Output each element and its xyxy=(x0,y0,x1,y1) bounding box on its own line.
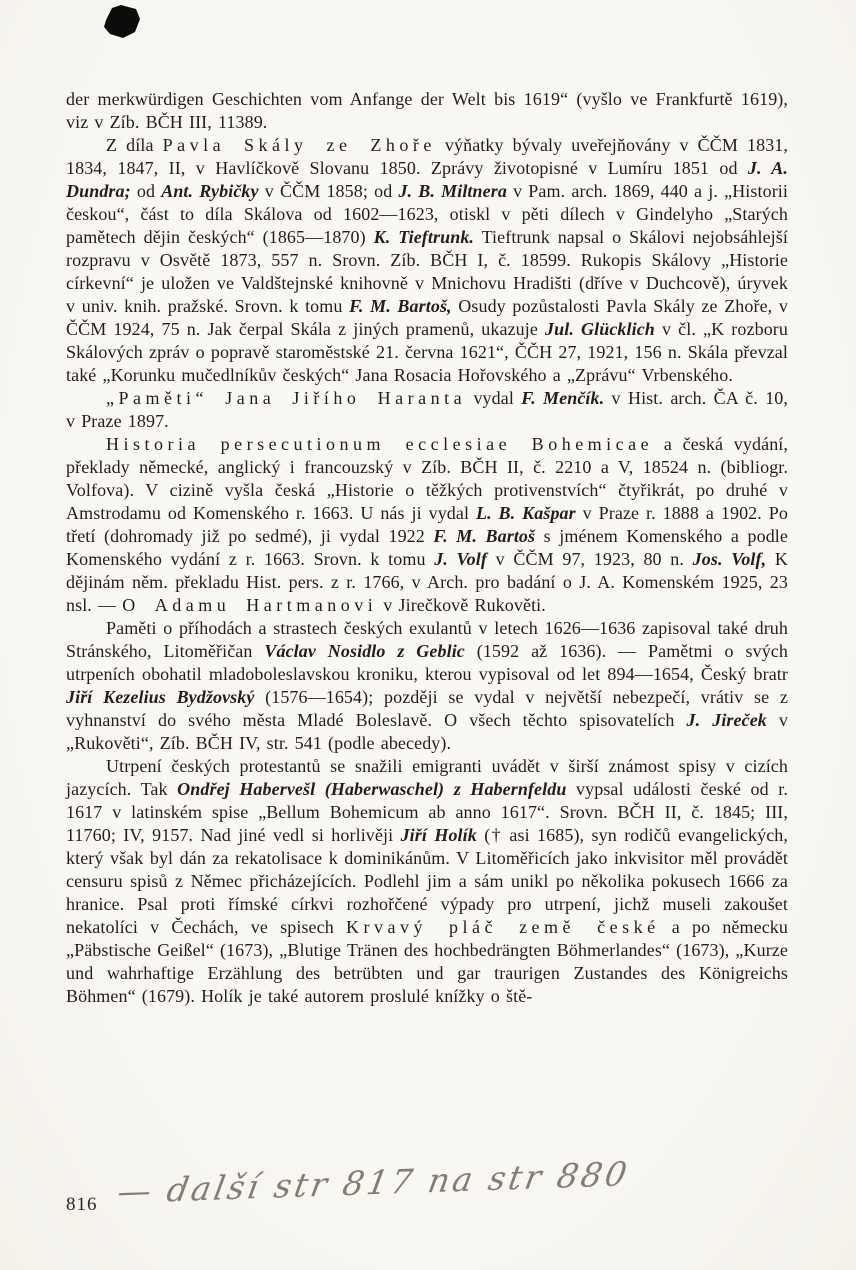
author-name: Jiří Kezelius Bydžovský xyxy=(66,687,255,707)
page-text-block xyxy=(66,88,788,1008)
body-text: der merkwürdigen Geschichten vom Anfange der Welt bis 1619“ (vyšlo ve Frankfurtě 1619), viz v Zíb. BČH III, 11389. xyxy=(66,89,788,132)
author-name: F. M. Bartoš xyxy=(433,526,536,546)
author-name: J. Jireček xyxy=(686,710,767,730)
author-name: F. M. Bartoš, xyxy=(349,296,452,316)
body-text: K dějinám něm. překladu Hist. pers. z r. 1766, v Arch. pro badání o J. A. Komenském 1925, 23 nsl. — xyxy=(66,549,788,615)
body-text: (1592 až 1636). — Pamětmi o svých utrpeních obohatil mladoboleslavskou kroniku, kterou vypisoval od let 894—1654, Český bratr xyxy=(66,641,788,684)
page-footer xyxy=(0,1154,856,1250)
body-text: a česká vydání, překlady německé, anglický i francouzský v Zíb. BČH II, č. 2210 a V, 18524 n. (bibliogr. Volfova). V cizině vyšla česká „Historie o těžkých protivenstvích“ čtyřikrát, po druhé v Amstrodamu od Komenského r. 1663. U nás ji vydal xyxy=(66,434,788,523)
body-text: v Jirečkově Rukověti. xyxy=(377,595,546,615)
body-text: v „Rukověti“, Zíb. BČH IV, str. 541 (podle abecedy). xyxy=(66,710,788,753)
paragraph xyxy=(66,134,788,387)
ink-stain xyxy=(103,5,141,39)
paragraph xyxy=(66,387,788,433)
author-name: K. Tieftrunk. xyxy=(373,227,475,247)
author-name: J. Volf xyxy=(434,549,487,569)
body-text: od xyxy=(130,181,162,201)
author-name: Ant. Rybičky xyxy=(161,181,259,201)
paragraph xyxy=(66,88,788,134)
author-name: F. Menčík. xyxy=(521,388,605,408)
page-number: 816 xyxy=(66,1194,98,1215)
author-name: L. B. Kašpar xyxy=(475,503,576,523)
body-text: Z díla xyxy=(106,135,163,155)
author-name: Jos. Volf, xyxy=(692,549,767,569)
emphasized-text: Historia persecutionum ecclesiae Bohemicae xyxy=(106,434,654,454)
body-text: výňatky bývaly uveřejňovány v ČČM 1831, 1834, 1847, II, v Havlíčkově Slovanu 1850. Zprávy životopisné v Lumíru 1851 od xyxy=(66,135,789,178)
emphasized-text: „Paměti“ Jana Jiřího Haranta xyxy=(106,388,467,408)
author-name: Jul. Glücklich xyxy=(545,319,655,339)
paragraph xyxy=(66,755,788,1008)
emphasized-text: Pavla Skály ze Zhoře xyxy=(162,135,436,155)
body-text: s jménem Komenského a podle Komenského vydání z r. 1663. Srovn. k tomu xyxy=(66,526,788,569)
body-text: († asi 1685), syn rodičů evangelických, který však byl dán za rekatolisace k dominikánům. V Litoměřicích jako inkvisitor měl provádět censuru spisů z Němec přicházejících. Podlehl jim a sám unikl po několika pokusech 1666 za hranice. Psal proti římské církvi rozhořčené výpady pro utrpení, jichž museli zakoušet nekatolíci v Čechách, ve spisech xyxy=(66,825,789,937)
body-text: v Praze r. 1888 a 1902. Po třetí (dohromady již po sedmé), ji vydal 1922 xyxy=(66,503,788,546)
body-text: v Pam. arch. 1869, 440 a j. „Historii českou“, část to díla Skálova od 1602—1623, otiskl v pěti dílech v Gindelyho „Starých pamětech dějin českých“ (1865—1870) xyxy=(66,181,788,247)
author-name: J. B. Miltnera xyxy=(398,181,507,201)
body-text: Osudy pozůstalosti Pavla Skály ze Zhoře, v ČČM 1924, 75 n. Jak čerpal Skála z jiných pramenů, ukazuje xyxy=(66,296,788,339)
emphasized-text: Krvavý pláč země české xyxy=(346,917,660,937)
body-text: Utrpení českých protestantů se snažili emigranti uvádět v širší známost spisy v cizích jazycích. Tak xyxy=(66,756,788,799)
body-text: (1576—1654); později se vydal v největší nebezpečí, vrátiv se z vyhnanství do svého města Mladé Boleslavě. O všech těchto spisovatelích xyxy=(66,687,788,730)
handwritten-note: — další str 817 na str 880 xyxy=(114,1154,633,1212)
paragraph xyxy=(66,433,788,617)
body-text: a po německu „Päbstische Geißel“ (1673), „Blutige Tränen des hochbedrängten Böhmerlandes“ (1673), „Kurze und wahrhaftige Erzählung des betrübten und gar traurigen Zustandes des Königreichs Böhmen“ (1679). Holík je také autorem proslulé knížky o ště- xyxy=(66,917,789,1006)
author-name: Václav Nosidlo z Geblic xyxy=(264,641,465,661)
body-text: vypsal události české od r. 1617 v latinském spise „Bellum Bohemicum ab anno 1617“. Srovn. BČH II, č. 1845; III, 11760; IV, 9157. Nad jiné vedl si horlivěji xyxy=(66,779,788,845)
author-name: Ondřej Habervešl (Haberwaschel) z Habernfeldu xyxy=(177,779,567,799)
author-name: J. A. Dundra; xyxy=(66,158,788,201)
body-text: Tieftrunk napsal o Skálovi nejobsáhlejší rozpravu v Osvětě 1873, 557 n. Srovn. Zíb. BČH I, č. 18599. Rukopis Skálovy „Historie církevní“ je uložen ve Valdštejnské knihovně v Mnichovu Hradišti (dříve v Duchcově), úryvek v univ. knih. pražské. Srovn. k tomu xyxy=(66,227,788,316)
body-text: v čl. „K rozboru Skálových zpráv o popravě staroměstské 21. června 1621“, ČČH 27, 1921, 156 n. Skála převzal také „Korunku mučedlníkův českých“ Jana Rosacia Hořovského a „Zprávu“ Vrbenského. xyxy=(66,319,788,385)
body-text: v Hist. arch. ČA č. 10, v Praze 1897. xyxy=(66,388,788,431)
paragraph xyxy=(66,617,788,755)
body-text: v ČČM 1858; od xyxy=(258,181,399,201)
author-name: Jiří Holík xyxy=(400,825,477,845)
body-text: vydal xyxy=(466,388,522,408)
emphasized-text: O Adamu Hartmanovi xyxy=(122,595,378,615)
body-text: Paměti o příhodách a strastech českých exulantů v letech 1626—1636 zapisoval také druh Stránského, Litoměřičan xyxy=(66,618,788,661)
body-text: v ČČM 97, 1923, 80 n. xyxy=(486,549,693,569)
